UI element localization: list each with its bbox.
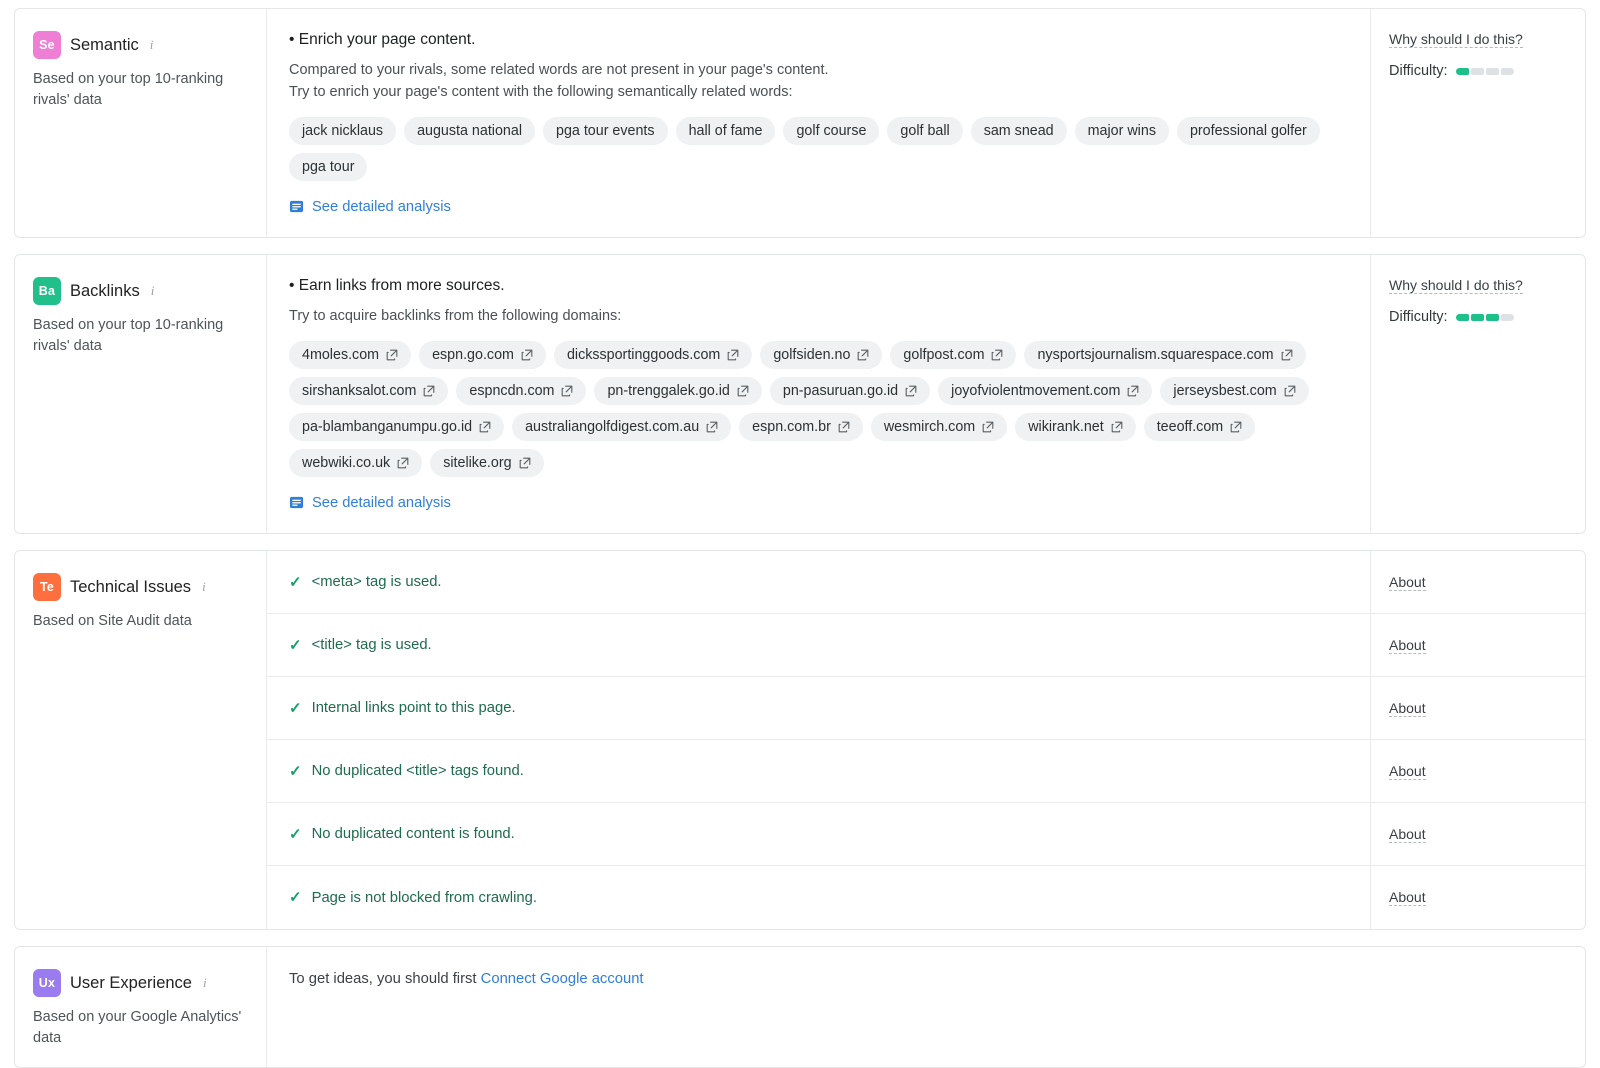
backlinks-subtitle: Based on your top 10-ranking rivals' data	[33, 317, 224, 355]
ux-message: To get ideas, you should first	[289, 971, 481, 988]
difficulty-segment	[1471, 314, 1484, 321]
ux-title: User Experience	[70, 973, 192, 992]
backlinks-see-detailed-analysis[interactable]	[289, 495, 451, 511]
issue-status	[267, 551, 1370, 613]
backlinks-why-link[interactable]: Why should I do this?	[1389, 277, 1523, 294]
backlink-domain-label: espn.com.br	[752, 418, 831, 435]
backlink-domain-chip[interactable]	[1024, 341, 1305, 369]
table-row	[267, 740, 1585, 803]
backlinks-tip-line1: Try to acquire backlinks from the following domains:	[289, 308, 622, 325]
difficulty-segment	[1501, 314, 1514, 321]
backlinks-card-header	[15, 255, 267, 533]
backlinks-title: Backlinks	[70, 281, 140, 300]
external-link-icon	[561, 385, 573, 397]
semantic-tip-line1: Compared to your rivals, some related words are not present in your page's content.	[289, 62, 829, 78]
check-icon: ✓	[289, 636, 302, 654]
backlink-domain-chip[interactable]	[770, 377, 930, 405]
about-link[interactable]: About	[1389, 636, 1426, 653]
backlinks-card-side	[1370, 255, 1585, 533]
keyword-chip: hall of fame	[676, 117, 776, 145]
backlink-domain-chip[interactable]	[1015, 413, 1136, 441]
issue-status	[267, 803, 1370, 865]
backlink-domain-label: golfpost.com	[903, 346, 985, 363]
difficulty-segment	[1471, 68, 1484, 75]
semantic-card-body	[267, 9, 1370, 237]
document-icon	[289, 495, 304, 510]
difficulty-segment	[1456, 314, 1469, 321]
keyword-chip: golf ball	[887, 117, 962, 145]
issue-status	[267, 614, 1370, 676]
backlinks-difficulty-label: Difficulty:	[1389, 309, 1448, 326]
ux-card-body	[267, 947, 1585, 1067]
backlink-domain-chip[interactable]	[890, 341, 1016, 369]
table-row	[267, 614, 1585, 677]
external-link-icon	[1127, 385, 1139, 397]
issue-label: No duplicated <title> tags found.	[311, 763, 524, 780]
backlinks-card-body	[267, 255, 1370, 533]
backlink-domain-chip[interactable]	[1144, 413, 1256, 441]
ux-card-header	[15, 947, 267, 1067]
keyword-chip: sam snead	[971, 117, 1067, 145]
issue-about-cell	[1370, 614, 1585, 676]
external-link-icon	[397, 457, 409, 469]
table-row	[267, 866, 1585, 929]
semantic-why-link[interactable]: Why should I do this?	[1389, 31, 1523, 47]
backlink-domain-label: australiangolfdigest.com.au	[525, 418, 700, 435]
backlinks-domain-list	[289, 341, 1348, 477]
backlink-domain-chip[interactable]	[289, 449, 422, 477]
external-link-icon	[521, 349, 533, 361]
backlink-domain-label: dickssportinggoods.com	[566, 346, 721, 363]
connect-google-account-link[interactable]: Connect Google account	[480, 971, 644, 988]
semantic-tip-line2: Try to enrich your page's content with the following semantically related words:	[289, 84, 793, 101]
external-link-icon	[423, 385, 435, 397]
issue-status	[267, 677, 1370, 739]
issue-label: <meta> tag is used.	[311, 574, 442, 591]
backlink-domain-label: jerseysbest.com	[1173, 382, 1277, 399]
semantic-card-side	[1370, 9, 1585, 237]
external-link-icon	[838, 421, 850, 433]
table-row	[267, 803, 1585, 866]
external-link-icon	[857, 349, 869, 361]
backlink-domain-label: wesmirch.com	[883, 418, 976, 435]
info-icon[interactable]: i	[149, 37, 154, 52]
backlink-domain-label: golfsiden.no	[773, 346, 851, 363]
table-row	[267, 551, 1585, 614]
external-link-icon	[905, 385, 917, 397]
technical-title: Technical Issues	[70, 577, 192, 596]
backlink-domain-label: joyofviolentmovement.com	[951, 382, 1121, 399]
info-icon[interactable]: i	[202, 975, 207, 991]
issue-about-cell	[1370, 803, 1585, 865]
check-icon: ✓	[289, 699, 302, 717]
backlinks-badge-icon: Ba	[33, 277, 61, 305]
ux-badge-row	[33, 969, 250, 997]
about-link[interactable]: About	[1389, 573, 1426, 590]
external-link-icon	[737, 385, 749, 397]
keyword-chip: jack nicklaus	[289, 117, 396, 145]
semantic-subtitle: Based on your top 10-ranking rivals' data	[33, 71, 224, 109]
semantic-keyword-list	[289, 117, 1348, 181]
external-link-icon	[519, 457, 531, 469]
backlinks-difficulty-meter	[1456, 314, 1514, 321]
about-link[interactable]: About	[1389, 762, 1426, 779]
backlink-domain-chip[interactable]	[512, 413, 731, 441]
backlink-domain-chip[interactable]	[1160, 377, 1308, 405]
external-link-icon	[1111, 421, 1123, 433]
difficulty-segment	[1486, 314, 1499, 321]
backlink-domain-chip[interactable]	[289, 377, 448, 405]
backlink-domain-label: wikirank.net	[1028, 418, 1104, 435]
backlink-domain-label: pn-trenggalek.go.id	[607, 382, 730, 399]
backlink-domain-label: 4moles.com	[302, 346, 380, 363]
backlink-domain-label: pa-blambanganumpu.go.id	[302, 418, 473, 435]
backlink-domain-chip[interactable]	[938, 377, 1152, 405]
user-experience-badge-icon: Ux	[33, 969, 61, 997]
technical-card-header	[15, 551, 267, 929]
backlink-domain-chip[interactable]	[871, 413, 1007, 441]
semantic-title: Semantic	[70, 35, 139, 54]
document-icon	[289, 199, 304, 214]
semantic-difficulty-label: Difficulty:	[1389, 63, 1448, 79]
external-link-icon	[727, 349, 739, 361]
backlink-domain-label: sitelike.org	[443, 454, 512, 471]
info-icon[interactable]: i	[150, 283, 155, 299]
keyword-chip: major wins	[1075, 117, 1169, 145]
issue-status	[267, 740, 1370, 802]
issue-label: Internal links point to this page.	[311, 700, 516, 717]
semantic-card	[14, 8, 1586, 238]
about-link[interactable]: About	[1389, 825, 1426, 842]
external-link-icon	[982, 421, 994, 433]
issue-about-cell	[1370, 551, 1585, 613]
technical-subtitle: Based on Site Audit data	[33, 613, 192, 630]
technical-issue-rows	[267, 551, 1585, 929]
external-link-icon	[1281, 349, 1293, 361]
backlinks-card	[14, 254, 1586, 534]
issue-label: <title> tag is used.	[311, 637, 432, 654]
backlink-domain-chip[interactable]	[430, 449, 543, 477]
backlink-domain-chip[interactable]	[289, 341, 411, 369]
about-link[interactable]: About	[1389, 699, 1426, 716]
check-icon: ✓	[289, 762, 302, 780]
semantic-badge-icon: Se	[33, 31, 61, 59]
check-icon: ✓	[289, 573, 302, 591]
backlink-domain-chip[interactable]	[419, 341, 546, 369]
about-link[interactable]: About	[1389, 889, 1426, 906]
issue-about-cell	[1370, 866, 1585, 929]
keyword-chip: augusta national	[404, 117, 535, 145]
backlinks-badge-row	[33, 277, 250, 305]
keyword-chip: golf course	[783, 117, 879, 145]
issue-label: Page is not blocked from crawling.	[311, 889, 537, 906]
issue-label: No duplicated content is found.	[311, 826, 515, 843]
external-link-icon	[479, 421, 491, 433]
backlinks-tip-title: • Earn links from more sources.	[289, 277, 505, 295]
difficulty-segment	[1456, 68, 1469, 75]
keyword-chip: pga tour	[289, 153, 367, 181]
semantic-tip-title: • Enrich your page content.	[289, 31, 476, 48]
semantic-see-detailed-analysis[interactable]	[289, 199, 451, 215]
backlink-domain-chip[interactable]	[456, 377, 586, 405]
backlinks-detail-label: See detailed analysis	[312, 494, 451, 511]
technical-badge-row	[33, 573, 250, 601]
external-link-icon	[706, 421, 718, 433]
info-icon[interactable]: i	[202, 579, 206, 595]
semantic-card-header	[15, 9, 267, 237]
backlink-domain-label: teeoff.com	[1156, 418, 1224, 435]
backlinks-difficulty	[1389, 309, 1567, 325]
external-link-icon	[1230, 421, 1242, 433]
difficulty-segment	[1501, 68, 1514, 75]
external-link-icon	[991, 349, 1003, 361]
backlink-domain-label: espn.go.com	[432, 346, 514, 363]
backlink-domain-label: sirshanksalot.com	[302, 382, 417, 399]
backlink-domain-chip[interactable]	[594, 377, 761, 405]
difficulty-segment	[1486, 68, 1499, 75]
check-icon: ✓	[289, 889, 302, 907]
backlink-domain-chip[interactable]	[289, 413, 504, 441]
issue-about-cell	[1370, 740, 1585, 802]
backlink-domain-label: pn-pasuruan.go.id	[782, 382, 899, 399]
technical-issues-card	[14, 550, 1586, 930]
semantic-detail-label: See detailed analysis	[312, 198, 451, 215]
technical-badge-icon: Te	[33, 573, 61, 601]
check-icon: ✓	[289, 825, 302, 843]
backlink-domain-label: webwiki.co.uk	[302, 454, 391, 471]
backlink-domain-label: nysportsjournalism.squarespace.com	[1037, 346, 1274, 363]
backlink-domain-label: espncdn.com	[469, 382, 555, 399]
external-link-icon	[386, 349, 398, 361]
keyword-chip: pga tour events	[543, 117, 668, 145]
backlink-domain-chip[interactable]	[554, 341, 752, 369]
semantic-difficulty-meter	[1456, 68, 1514, 75]
ux-subtitle: Based on your Google Analytics' data	[33, 1009, 242, 1047]
issue-status	[267, 866, 1370, 929]
backlink-domain-chip[interactable]	[739, 413, 863, 441]
semantic-badge-row	[33, 31, 250, 59]
external-link-icon	[1284, 385, 1296, 397]
user-experience-card	[14, 946, 1586, 1068]
backlink-domain-chip[interactable]	[760, 341, 882, 369]
keyword-chip: professional golfer	[1177, 117, 1320, 145]
table-row	[267, 677, 1585, 740]
issue-about-cell	[1370, 677, 1585, 739]
semantic-difficulty	[1389, 63, 1567, 79]
